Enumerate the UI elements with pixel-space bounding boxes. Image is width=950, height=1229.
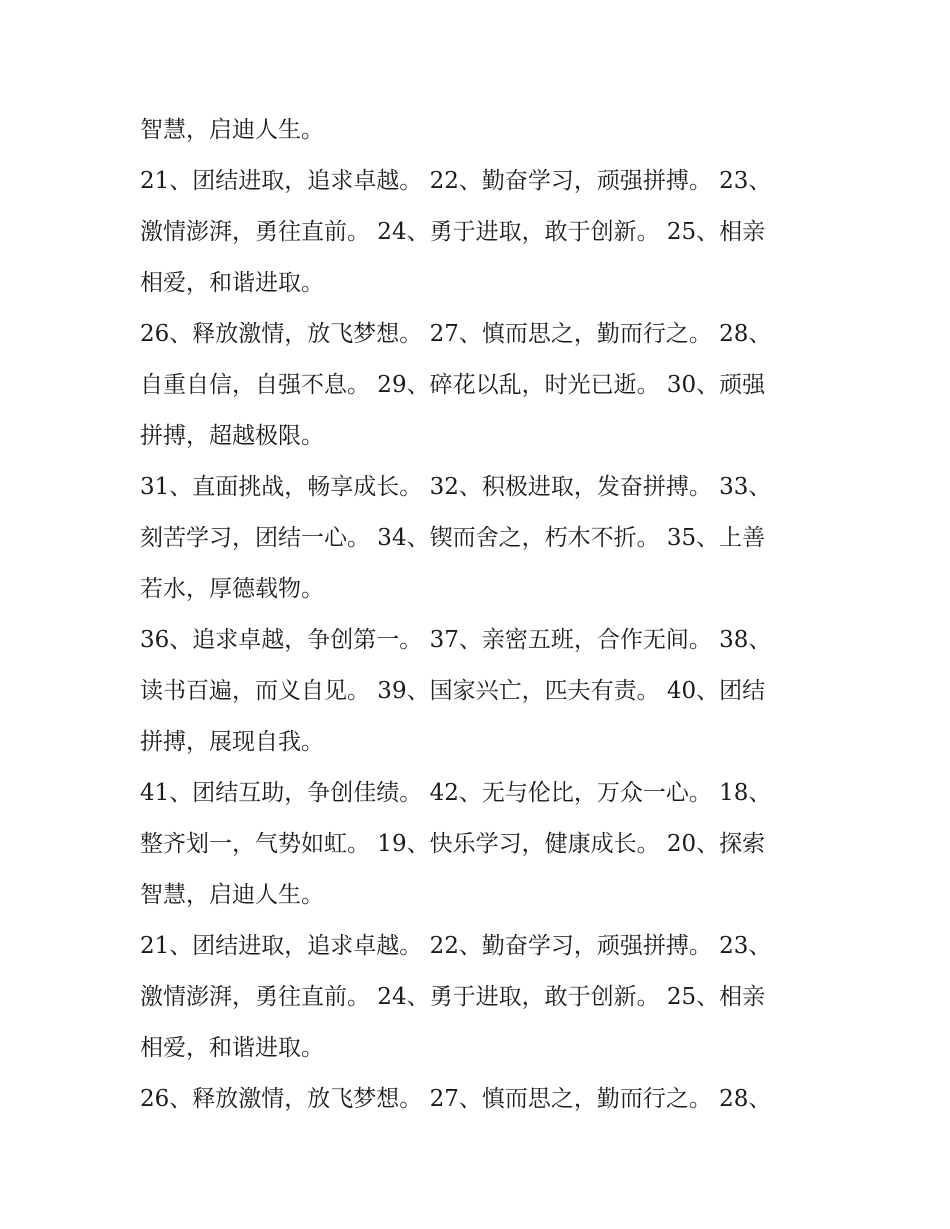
text-line: 拼搏，展现自我。 — [140, 729, 324, 755]
text-line: 36、追求卓越，争创第一。 37、亲密五班，合作无间。 38、 — [140, 627, 772, 653]
text-line: 26、释放激情，放飞梦想。 27、慎而思之，勤而行之。 28、 — [140, 321, 772, 347]
text-line: 21、团结进取，追求卓越。 22、勤奋学习，顽强拼搏。 23、 — [140, 933, 772, 959]
text-line: 智慧，启迪人生。 — [140, 117, 324, 143]
text-line: 若水，厚德载物。 — [140, 576, 324, 602]
text-line: 21、团结进取，追求卓越。 22、勤奋学习，顽强拼搏。 23、 — [140, 168, 772, 194]
text-line: 拼搏，超越极限。 — [140, 423, 324, 449]
text-line: 26、释放激情，放飞梦想。 27、慎而思之，勤而行之。 28、 — [140, 1086, 772, 1112]
text-line: 激情澎湃，勇往直前。 24、勇于进取，敢于创新。 25、相亲 — [140, 984, 766, 1010]
text-line: 41、团结互助，争创佳绩。 42、无与伦比，万众一心。 18、 — [140, 780, 772, 806]
text-line: 智慧，启迪人生。 — [140, 882, 324, 908]
text-line: 刻苦学习，团结一心。 34、锲而舍之，朽木不折。 35、上善 — [140, 525, 766, 551]
text-line: 31、直面挑战，畅享成长。 32、积极进取，发奋拼搏。 33、 — [140, 474, 772, 500]
text-line: 激情澎湃，勇往直前。 24、勇于进取，敢于创新。 25、相亲 — [140, 219, 766, 245]
text-line: 自重自信，自强不息。 29、碎花以乱，时光已逝。 30、顽强 — [140, 372, 766, 398]
slogan-text-block — [140, 105, 820, 1125]
text-line: 整齐划一，气势如虹。 19、快乐学习，健康成长。 20、探索 — [140, 831, 766, 857]
text-line: 读书百遍，而义自见。 39、国家兴亡，匹夫有责。 40、团结 — [140, 678, 766, 704]
text-line: 相爱，和谐进取。 — [140, 1035, 324, 1061]
text-line: 相爱，和谐进取。 — [140, 270, 324, 296]
